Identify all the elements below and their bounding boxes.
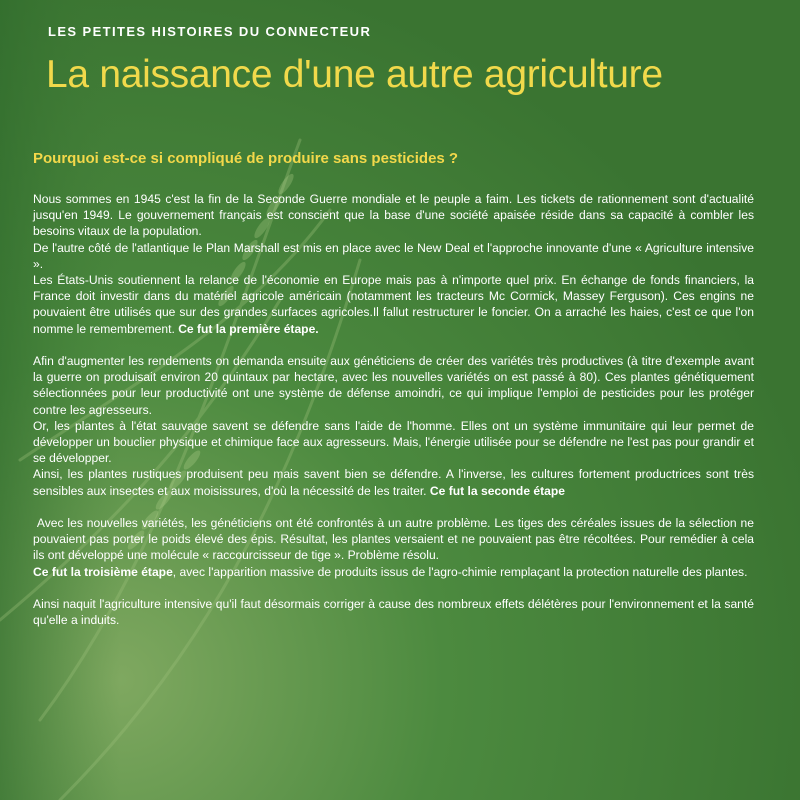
paragraph-5: Or, les plantes à l'état sauvage savent se défendre sans l'aide de l'homme. Elles ont un système immunitaire qui leur permet de développer un bouclier physique et chimique face aux agresseurs. Mais, l'énergie utilisée pour se défendre ne l'est pas pour grandir et se développer. [33,418,754,466]
paragraph-2: De l'autre côté de l'atlantique le Plan Marshall est mis en place avec le New Deal et l'approche innovante d'une « Agriculture intensive ». [33,240,754,271]
first-step-label: Ce fut la première étape. [178,321,319,336]
paragraph-8-text: , avec l'apparition massive de produits issus de l'agro-chimie remplaçant la protection naturelle des plantes. [172,564,748,579]
third-step-label: Ce fut la troisième étape [33,564,173,579]
paragraph-7: Avec les nouvelles variétés, les généticiens ont été confrontés à un autre problème. Les tiges des céréales issues de la sélection ne pouvaient pas porter le poids élevé des épis. Résultat, les plantes versaient et ne pouvaient pas être récoltées. Pour remédier à cela ils ont développé une molécule « raccourcisseur de tige ». Problème résolu. [33,516,758,563]
paragraph-gap [33,499,754,515]
paragraph-gap [33,337,754,353]
paragraph-6-text: Ainsi, les plantes rustiques produisent peu mais savent bien se défendre. A l'inverse, les cultures fortement productrices sont très sensibles aux insectes et aux moisissures, d'où la nécessité de les traiter. [33,467,754,498]
paragraph-gap [33,580,754,596]
article-subtitle: Pourquoi est-ce si compliqué de produire sans pesticides ? [33,150,459,167]
page-title: La naissance d'une autre agriculture [46,53,663,96]
paragraph-8 [33,564,754,580]
paragraph-6 [33,466,754,498]
paragraph-4: Afin d'augmenter les rendements on demanda ensuite aux généticiens de créer des variétés très productives (à titre d'exemple avant la guerre on produisait environ 20 quintaux par hectare, avec les nouvelles variétés on est passé à 80). Ces plantes génétiquement sélectionnées pour leur productivité ont une système de défense amoindri, ce qui implique l'emploi de pesticides pour les protéger contre les agresseurs. [33,354,754,417]
article-body [33,191,758,628]
paragraph-3 [33,272,754,337]
series-kicker: LES PETITES HISTOIRES DU CONNECTEUR [48,24,372,39]
paragraph-9: Ainsi naquit l'agriculture intensive qu'il faut désormais corriger à cause des nombreux effets délétères pour l'environnement et la santé qu'elle a induits. [33,597,754,628]
second-step-label: Ce fut la seconde étape [429,483,565,498]
paragraph-3-text: Les États-Unis soutiennent la relance de l'économie en Europe mais pas à n'importe quel prix. En échange de fonds financiers, la France doit investir dans du matériel agricole américain (notamment les tracteurs Mc Cormick, Massey Ferguson). Ces engins ne pouvaient être utilisés que sur des grandes surfaces agricoles.Il fallut restructurer le foncier. On a arraché les haies, c'est ce que l'on nomme le remembrement. [33,273,754,336]
paragraph-1: Nous sommes en 1945 c'est la fin de la Seconde Guerre mondiale et le peuple a faim. Les tickets de rationnement sont d'actualité jusqu'en 1949. Le gouvernement français est conscient que la base d'une société apaisée réside dans sa capacité à combler les besoins vitaux de la population. [33,192,754,239]
